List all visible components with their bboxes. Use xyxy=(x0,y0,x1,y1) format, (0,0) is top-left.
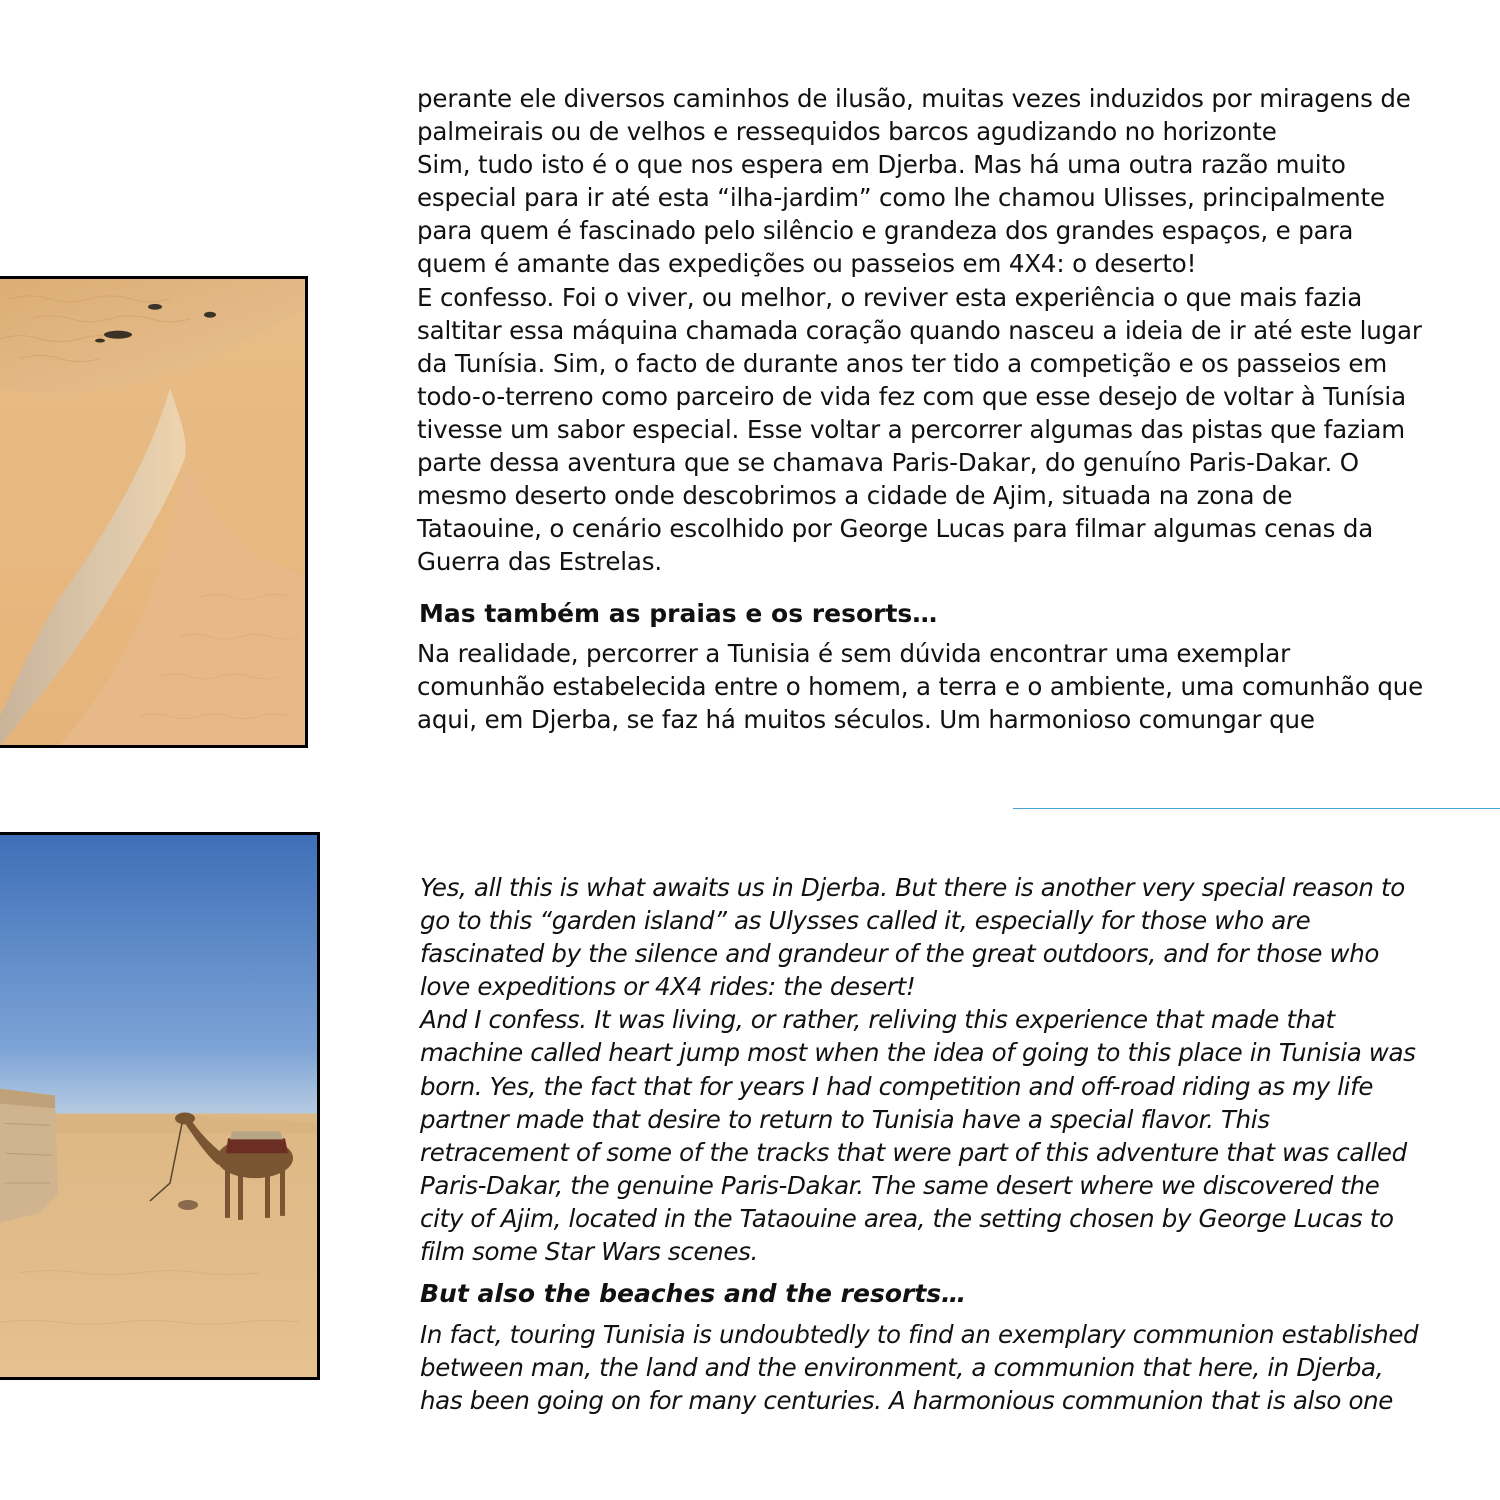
english-body-text: Yes, all this is what awaits us in Djerba. But there is another very special reason to go to this “garden island” as Ulysses called it, especially for those who are fascinated by the silence and grandeur of the great outdoors, and for those who love expeditions or 4X4 rides: the desert! And I confess. It was living, or rather, reliving this experience that made that machine called heart jump most when the idea of going to this place in Tunisia was born. Yes, the fact that for years I had competition and off-road riding as my life partner made that desire to return to Tunisia have a special flavor. This retracement of some of the tracks that were part of this adventure that was called Paris-Dakar, the genuine Paris-Dakar. The same desert where we discovered the city of Ajim, located in the Tataouine area, the setting chosen by George Lucas to film some Star Wars scenes. xyxy=(420,873,1416,1267)
camel-desert-illustration xyxy=(0,835,317,1377)
section-divider xyxy=(1013,808,1500,809)
camel-desert-photo xyxy=(0,832,320,1380)
portuguese-body-text-2: Na realidade, percorrer a Tunisia é sem dúvida encontrar uma exemplar comunhão estabelecida entre o homem, a terra e o ambiente, uma comunhão que aqui, em Djerba, se faz há muitos séculos. Um harmonioso comungar que xyxy=(417,639,1424,735)
english-body-text-2: In fact, touring Tunisia is undoubtedly to find an exemplary communion established between man, the land and the environment, a communion that here, in Djerba, has been going on for many centuries. A harmonious communion that is also one xyxy=(420,1320,1419,1416)
english-section-heading: But also the beaches and the resorts… xyxy=(420,1279,967,1308)
portuguese-body-text: perante ele diversos caminhos de ilusão, muitas vezes induzidos por miragens de palmeirais ou de velhos e ressequidos barcos agudizando no horizonte Sim, tudo isto é o que nos espera em Djerba. Mas há uma outra razão muito especial para ir até esta “ilha-jardim” como lhe chamou Ulisses, principalmente para quem é fascinado pelo silêncio e grandeza dos grandes espaços, e para quem é amante das expedições ou passeios em 4X4: o deserto! E confesso. Foi o viver, ou melhor, o reviver esta experiência o que mais fazia saltitar essa máquina chamada coração quando nasceu a ideia de ir até este lugar da Tunísia. Sim, o facto de durante anos ter tido a competição e os passeios em todo-o-terreno como parceiro de vida fez com que esse desejo de voltar à Tunísia tivesse um sabor especial. Esse voltar a percorrer algumas das pistas que faziam parte dessa aventura que se chamava Paris-Dakar, do genuíno Paris-Dakar. O mesmo deserto onde descobrimos a cidade de Ajim, situada na zona de Tataouine, o cenário escolhido por George Lucas para filmar algumas cenas da Guerra das Estrelas. xyxy=(417,84,1422,577)
portuguese-section-heading: Mas também as praias e os resorts… xyxy=(419,599,938,628)
desert-dune-photo xyxy=(0,276,308,748)
desert-dune-illustration xyxy=(0,279,305,745)
